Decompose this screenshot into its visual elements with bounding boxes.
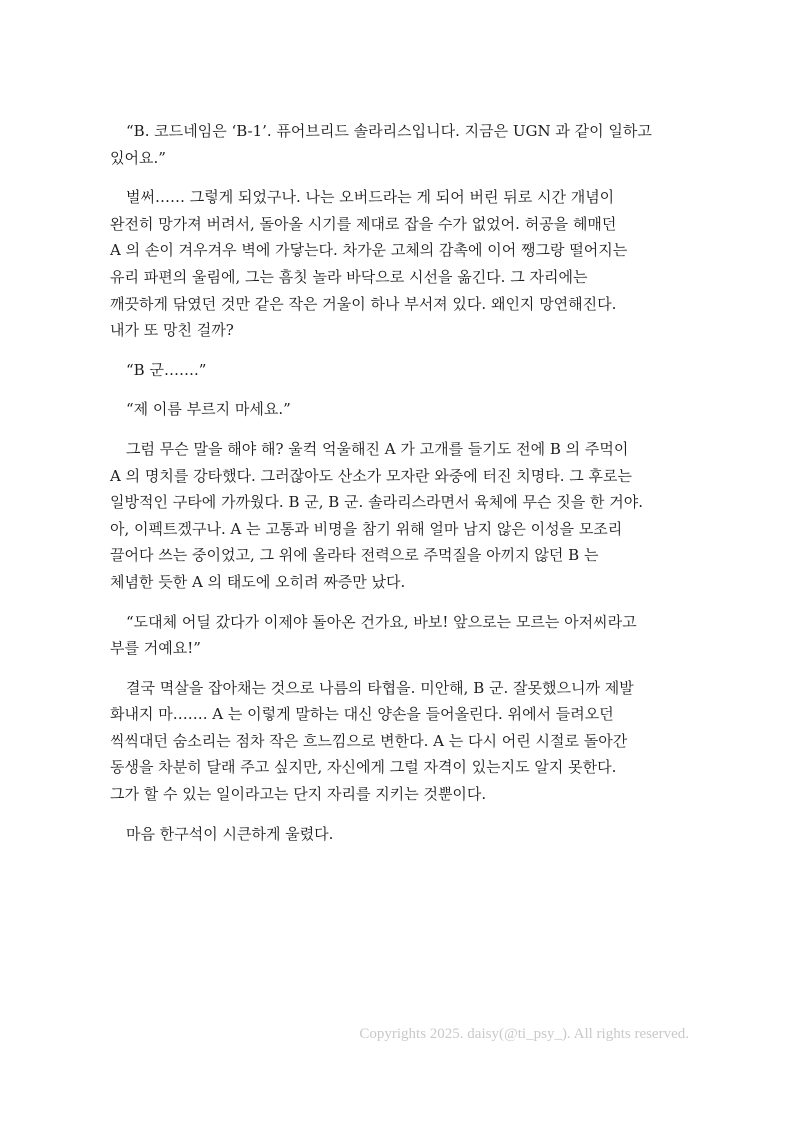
text-line: 내가 또 망친 걸까? xyxy=(110,321,234,340)
paragraph xyxy=(110,609,700,662)
paragraph xyxy=(110,118,700,171)
paragraph xyxy=(110,436,700,596)
text-line: “제 이름 부르지 마세요.” xyxy=(126,400,291,419)
text-line: “B. 코드네임은 ‘B-1’. 퓨어브리드 솔라리스입니다. 지금은 UGN 과 같이 일하고 xyxy=(126,122,652,140)
text-line: 체념한 듯한 A 의 태도에 오히려 짜증만 났다. xyxy=(110,572,406,591)
text-line: 깨끗하게 닦였던 것만 같은 작은 거울이 하나 부서져 있다. 왜인지 망연해진다. xyxy=(110,294,617,313)
paragraph xyxy=(110,396,700,423)
text-line: 마음 한구석이 시큰하게 울렸다. xyxy=(126,824,334,843)
text-line: 그럼 무슨 말을 해야 해? 울컥 억울해진 A 가 고개를 들기도 전에 B 의 주먹이 xyxy=(126,439,629,458)
text-line: 화내지 마……. A 는 이렇게 말하는 대신 양손을 들어올린다. 위에서 들려오던 xyxy=(110,705,614,724)
text-line: 부를 거예요!” xyxy=(110,639,201,658)
text-line: 그가 할 수 있는 일이라고는 단지 자리를 지키는 것뿐이다. xyxy=(110,785,487,804)
text-line: 있어요.” xyxy=(110,148,166,167)
text-line: “도대체 어딜 갔다가 이제야 돌아온 건가요, 바보! 앞으로는 모르는 아저씨라고 xyxy=(126,612,637,631)
text-line: 결국 멱살을 잡아채는 것으로 나름의 타협을. 미안해, B 군. 잘못했으니까 제발 xyxy=(126,678,634,697)
paragraph xyxy=(110,357,700,384)
text-line: 동생을 차분히 달래 주고 싶지만, 자신에게 그럴 자격이 있는지도 알지 못한다. xyxy=(110,758,617,777)
text-line: “B 군…….” xyxy=(126,360,207,379)
paragraph xyxy=(110,675,700,808)
text-line: 완전히 망가져 버려서, 돌아올 시기를 제대로 잡을 수가 없었어. 허공을 헤매던 xyxy=(110,214,617,233)
text-line: 씩씩대던 숨소리는 점차 작은 흐느낌으로 변한다. A 는 다시 어린 시절로 돌아간 xyxy=(110,731,628,750)
paragraph xyxy=(110,821,700,848)
paragraph xyxy=(110,184,700,344)
text-line: 벌써…… 그렇게 되었구나. 나는 오버드라는 게 되어 버린 뒤로 시간 개념이 xyxy=(126,188,615,207)
text-line: 아, 이펙트겠구나. A 는 고통과 비명을 참기 위해 얼마 남지 않은 이성을 모조리 xyxy=(110,519,623,538)
text-line: 끌어다 쓰는 중이었고, 그 위에 올라타 전력으로 주먹질을 아끼지 않던 B 는 xyxy=(110,546,599,565)
text-line: A 의 손이 겨우겨우 벽에 가닿는다. 차가운 고체의 감촉에 이어 쨍그랑 떨어지는 xyxy=(110,241,628,260)
copyright-footer: Copyrights 2025. daisy(@ti_psy_). All rights reserved. xyxy=(359,1026,689,1042)
document-body xyxy=(110,118,700,860)
text-line: 유리 파편의 울림에, 그는 흠칫 놀라 바닥으로 시선을 옮긴다. 그 자리에는 xyxy=(110,267,588,286)
text-line: 일방적인 구타에 가까웠다. B 군, B 군. 솔라리스라면서 육체에 무슨 짓을 한 거야. xyxy=(110,493,644,512)
text-line: A 의 명치를 강타했다. 그러잖아도 산소가 모자란 와중에 터진 치명타. 그 후로는 xyxy=(110,466,633,485)
